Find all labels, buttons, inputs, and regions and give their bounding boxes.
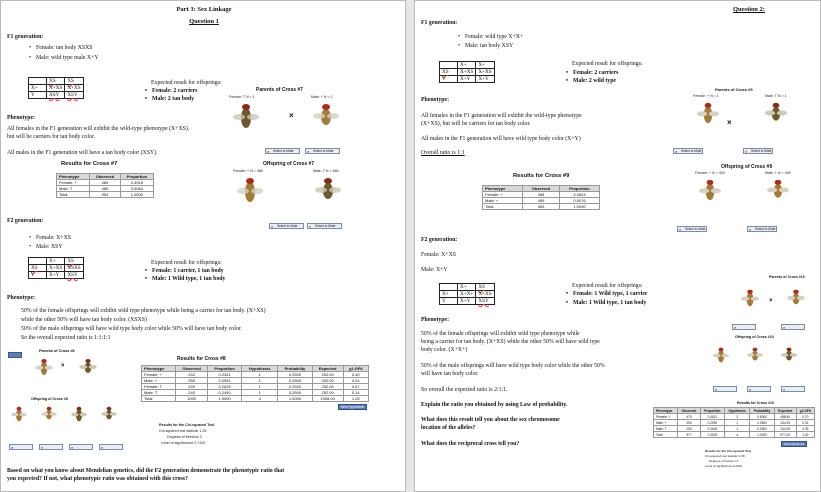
f1-label: F1 generation:: [421, 20, 458, 26]
results-cross10-table: Phenotype Observed Proportion Hypothesis Probability Expected χ2-GFit Female: + 470 0.4811 2 0.5000 488.50 0.70 Male: + 253 0.2590 1 0.2500 244.25 0.31 Male: T 254 0.2600 1 0.2500 244.25 0.39 Total 977 1.0000 4 1.0000 977.00 1.40: [653, 407, 815, 438]
f2-male: • Male: XSY: [36, 244, 63, 251]
phenotype-1-label: Phenotype:: [421, 97, 450, 103]
expected-result-2: Expected result for offsprings:: [151, 260, 222, 266]
cross-symbol-icon: ×: [727, 118, 732, 127]
level-of-significance: Level of significance 0.2910: [705, 464, 743, 468]
f2-label: F2 generation:: [421, 237, 458, 243]
cross-symbol-icon: ×: [289, 111, 294, 120]
cross9-male-label: Male: T N = 1: [765, 94, 787, 98]
phenotype-2-label: Phenotype:: [7, 295, 36, 301]
fly-offspring-1-icon: [11, 405, 27, 423]
cross7-offspring-title: Offspring of Cross #7: [263, 161, 315, 167]
cross-symbol-icon: ×: [61, 363, 65, 369]
phenotype-2-label: Phenotype:: [421, 317, 450, 323]
degrees-of-freedom: Degrees of freedom 3: [709, 459, 739, 463]
fly-offspring-male-icon: [767, 177, 789, 203]
fly-offspring-female-icon: [237, 175, 263, 205]
phenotype-1-female-cont: but will be carriers for tan body color.: [7, 134, 95, 140]
select-mate-button-a[interactable]: ⌕: [732, 324, 756, 330]
part-heading: Part 3: Sex Linkage: [176, 6, 232, 13]
fly-offspring-2-icon: [747, 345, 763, 365]
fly-parent-female-icon: [741, 287, 759, 309]
results-cross9-table: Phenotype Observed Proportion Female: + 484 0.4924 Male: + 499 0.5076 Total 983 1.0000: [482, 185, 600, 210]
punnett-square-1: XS XS X+ X+XS X+XS Y XSY XSY: [28, 77, 84, 99]
phenotype-2-ratio: So the overall expected ratio is 1:1:1:1: [21, 335, 111, 341]
results-cross10-title: Results for Cross #10: [737, 401, 774, 405]
select-mate-button-3[interactable]: ⌕: [69, 444, 93, 450]
fly-female-wild-icon: [697, 100, 719, 126]
phenotype-2-female-cont: being a carrier for tan body. (X+XS) while the other 50% will have wild type: [421, 339, 600, 345]
phenotype-1-label: Phenotype:: [7, 115, 36, 121]
expected-2-female: • Female: 1 Wild type, 1 carrier: [573, 291, 647, 298]
results-cross8-table: Phenotype Observed Proportion Hypothesis Probability Expected χ2-GFit Female: + 242 0.2421 1 0.2500 252.00 0.40 Male: + 255 0.2551 1 0.2500 252.00 0.04 Female: T 249 0.2629 1 0.2500 252.00 0.67 Male: T 240 0.2440 1 0.2500 252.00 0.14 Total 1000 1.0000 4 1.0000 1008.00 1.25: [141, 365, 369, 402]
fly-female-tan-icon: [233, 101, 259, 131]
f1-female: • Female: wild type X+X+: [465, 34, 523, 41]
offspring7-female-label: Female: + N = 480: [233, 169, 263, 173]
phenotype-1-female: All females in the F1 generation will exhibit the wild-type phenotype: [421, 113, 582, 119]
select-mate-offspring-male-button[interactable]: ⌕ Select to Mate: [307, 223, 342, 229]
select-mate-male-button[interactable]: ⌕ Select to Mate: [305, 148, 340, 154]
degrees-of-freedom: Degrees of freedom 3: [167, 435, 202, 439]
f2-label: F2 generation:: [7, 218, 44, 224]
new-hypothesis-button[interactable]: New Hypothesis: [781, 441, 807, 447]
cross7-female-label: Female: T N = 1: [229, 95, 255, 99]
cross9-offspring-title: Offspring of Cross #9: [721, 164, 773, 170]
expected-2-male: • Male: 1 Wild type, 1 tan body: [152, 276, 225, 283]
expected-1-female: • Female: 2 carriers: [152, 88, 197, 95]
results-cross7-table: Phenotype Observed Proportion Female: + 489 0.4916 Male: T 485 0.5084 Total 954 1.0000: [56, 173, 154, 198]
cross-symbol-icon: ×: [769, 298, 773, 304]
phenotype-1-female: All females in the F1 generation will exhibit the wild-type phenotype (X+XS).: [7, 126, 190, 132]
phenotype-1-male: All males in the F1 generation will have wild type body color (X+Y): [421, 136, 581, 142]
offspring9-female-label: Female: + N = 404: [695, 171, 725, 175]
cross8-offspring-title: Offspring of Cross #8: [31, 397, 68, 401]
phenotype-2-male: 50% of the male offsprings will have wild type body color while the other 50%: [421, 363, 605, 369]
expected-result-1: Expected result for offsprings:: [151, 80, 222, 86]
phenotype-2-male: 50% of the male offsprings will have wild type body color while 50% will have tan body color.: [21, 326, 242, 332]
level-of-significance: Level of significance 0.7410: [161, 441, 206, 445]
select-mate-female-button[interactable]: ⌕ Select to Mate: [265, 148, 300, 154]
phenotype-2-ratio: So overall the expected ratio is 2:1:1.: [421, 387, 508, 393]
expected-1-male: • Male: 2 wild type: [573, 78, 616, 85]
fly-offspring-1-icon: [713, 345, 729, 365]
new-hypothesis-button[interactable]: New Hypothesis: [338, 404, 367, 410]
punnett-square-2: X+ XS XS X+XS XSXS Y X+Y XSY: [28, 257, 84, 279]
f1-female: • Female: tan body XSXS: [36, 45, 93, 52]
parents-dropdown[interactable]: [8, 352, 22, 358]
cross7-male-label: Male: + N = 1: [311, 95, 333, 99]
f2-male: Male: X+Y: [421, 267, 448, 273]
fly-offspring-female-icon: [699, 177, 721, 203]
question-1-heading: Question 1: [189, 18, 219, 25]
question-sex-chromosome-cont: location of the alleles?: [421, 425, 476, 431]
results-cross9-title: Results for Cross #9: [513, 173, 570, 179]
overall-ratio: Overall ratio is 1:1: [421, 150, 465, 156]
select-mate-male-button[interactable]: ⌕ Select to Mate: [745, 149, 772, 154]
results-cross7-title: Results for Cross #7: [61, 161, 118, 167]
expected-result-1: Expected result for offsprings:: [572, 61, 643, 67]
phenotype-1-male: All males in the F1 generation will have a tan body color (XSY).: [7, 150, 158, 156]
fly-offspring-male-icon: [315, 175, 341, 205]
fly-offspring-3-icon: [71, 405, 87, 423]
chi-squared-statistic: Chi-squared test statistic 1.25: [159, 429, 207, 433]
fly-offspring-2-icon: [41, 405, 57, 423]
question-sex-chromosome: What does this result tell you about the sex chromosome: [421, 417, 560, 423]
expected-1-female: • Female: 2 carriers: [573, 70, 618, 77]
select-mate-button-1[interactable]: ⌕: [9, 444, 33, 450]
phenotype-2-female: 50% of the female offsprings will exhibit wild type phenotype while being a carrier for tan body. (X+XS): [21, 308, 266, 314]
f1-label: F1 generation:: [7, 34, 44, 40]
chi-squared-title: Results for the Chi-squared Test: [159, 423, 215, 427]
fly-parent-female-icon: [35, 357, 53, 377]
select-mate-button-b[interactable]: ⌕: [781, 324, 805, 330]
question-law-of-probability: Explain the ratio you obtained by using Law of probability.: [421, 402, 568, 408]
f2-female: • Female: X+XS: [36, 235, 71, 242]
expected-result-2: Expected result for offsprings:: [572, 283, 643, 289]
cross9-female-label: Female: + N = 1: [693, 94, 719, 98]
f2-female: Female: X+XS: [421, 252, 456, 258]
magnify-icon: ⌕: [307, 149, 310, 154]
phenotype-2-female-cont: while the other 50% will have tan body color. (XSXS): [21, 317, 147, 323]
results-cross8-title: Results for Cross #8: [177, 356, 226, 362]
offspring9-male-label: Male: + N = 499: [765, 171, 791, 175]
final-question: Based on what you know about Mendelian genetics, did the F2 generation demonstrate the phenotypic ratio that: [7, 468, 285, 474]
fly-offspring-4-icon: [101, 405, 117, 423]
phenotype-1-female-cont: (X+XS), but will be carriers for tan body color.: [421, 121, 531, 127]
magnify-icon: ⌕: [267, 149, 270, 154]
punnett-square-1: X+ X+ XS X+XS X+XS Y X+Y X+Y: [439, 61, 495, 83]
select-mate-button-1[interactable]: ⌕: [713, 386, 737, 392]
select-mate-button-2[interactable]: ⌕: [39, 444, 63, 450]
offspring7-male-label: Male: T N = 485: [313, 169, 339, 173]
cross10-offspring-title: Offspring of Cross #10: [735, 335, 774, 339]
expected-2-female: • Female: 1 carrier, 1 tan body: [152, 268, 224, 275]
cross8-parents-title: Parents of Cross #8: [39, 349, 75, 353]
cross10-parents-title: Parents of Cross #10: [769, 275, 805, 279]
page-gutter: [406, 0, 414, 492]
punnett-square-2: X+ XS X+ X+X+ X+XS Y X+Y XSY: [439, 283, 495, 305]
question-2-heading: Question 2:: [733, 6, 765, 13]
phenotype-2-female-cont2: body color. (X+X+): [421, 347, 468, 353]
phenotype-2-female: 50% of the female offsprings will exhibit wild type phenotype while: [421, 331, 580, 337]
fly-male-wild-icon: [313, 101, 339, 131]
select-mate-button-4[interactable]: ⌕: [99, 444, 123, 450]
fly-parent-male-icon: [79, 357, 97, 377]
select-mate-offspring-female-button[interactable]: ⌕ Select to Mate: [679, 227, 706, 232]
f1-male: • Male: wild type male X+Y: [36, 55, 99, 62]
fly-male-tan-icon: [765, 100, 787, 126]
question-reciprocal-cross: What does the reciprocal cross tell you?: [421, 441, 520, 447]
f1-male: • Male: tan body XSY: [465, 43, 513, 50]
select-mate-button-2[interactable]: ⌕: [747, 386, 771, 392]
fly-offspring-3-icon: [781, 345, 797, 365]
chi-squared-title: Results for the Chi-squared Test: [705, 449, 752, 453]
select-mate-offspring-male-button[interactable]: ⌕ Select to Mate: [749, 227, 776, 232]
cross9-parents-title: Parents of Cross #9: [715, 87, 753, 92]
phenotype-2-male-cont: will have tan body color.: [421, 371, 479, 377]
fly-parent-male-icon: [787, 287, 805, 309]
magnify-icon: ⌕: [309, 224, 312, 229]
final-question-cont: you expected? If not, what phenotypic ratio was obtained with this cross?: [7, 476, 188, 482]
cross7-parents-title: Parents of Cross #7: [256, 87, 303, 93]
document-page-left: [0, 0, 406, 492]
expected-1-male: • Male: 2 tan body: [152, 96, 194, 103]
select-mate-offspring-female-button[interactable]: ⌕ Select to Mate: [269, 223, 304, 229]
select-mate-button-3[interactable]: ⌕: [781, 386, 805, 392]
select-mate-female-button[interactable]: ⌕ Select to Mate: [675, 149, 702, 154]
magnify-icon: ⌕: [271, 224, 274, 229]
chi-squared-statistic: Chi-squared test statistic 2.48: [705, 454, 745, 458]
document-page-right: [414, 0, 821, 492]
expected-2-male: • Male: 1 Wild type, 1 tan body: [573, 300, 646, 307]
